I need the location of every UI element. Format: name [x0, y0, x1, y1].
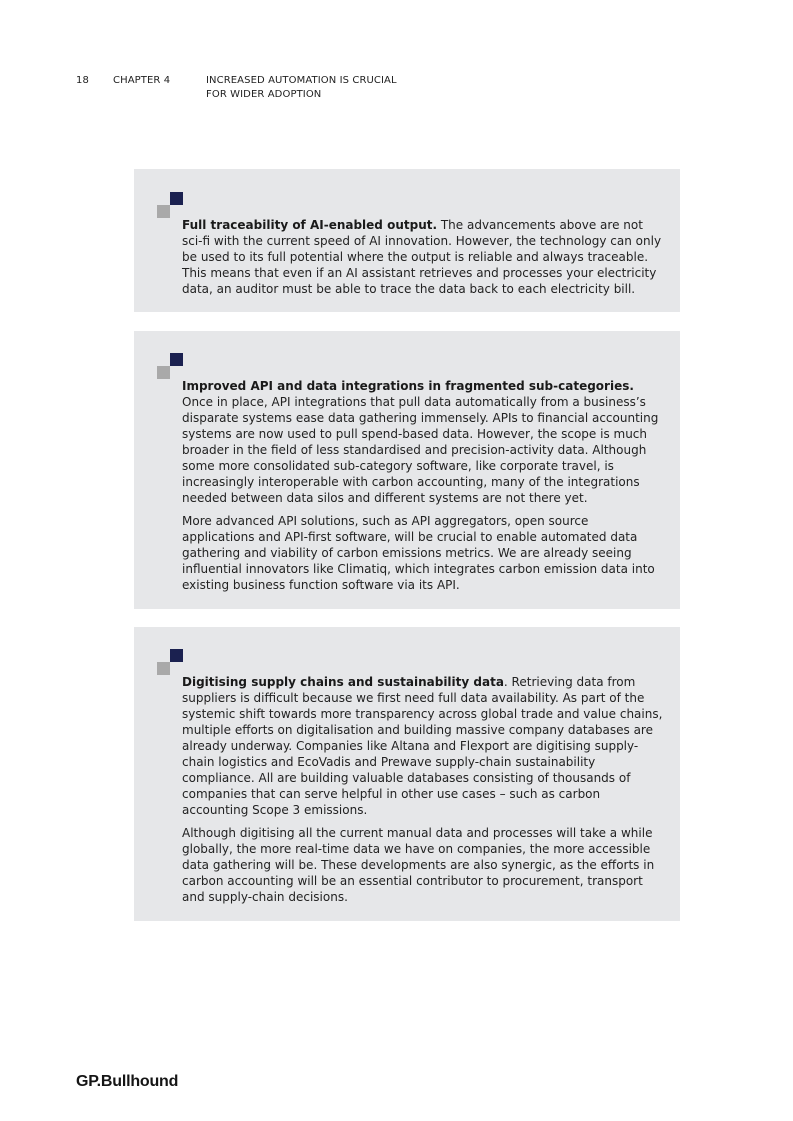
marker-dark-square: [170, 192, 183, 205]
chapter-title-line2: FOR WIDER ADOPTION: [206, 89, 322, 100]
gp-bullhound-logo: GP.Bullhound: [76, 1073, 179, 1090]
box-paragraph: [182, 674, 664, 818]
marker-grey-square: [157, 366, 170, 379]
square-marker-icon: [157, 353, 183, 379]
info-box-api-integrations: [134, 331, 680, 609]
marker-dark-square: [170, 649, 183, 662]
box-heading: Improved API and data integrations in fragmented sub-categories.: [182, 379, 634, 393]
box-paragraph: [182, 217, 664, 297]
box-paragraph-2: More advanced API solutions, such as API aggregators, open source applications and API-first software, will be crucial to enable automated data gathering and viability of carbon emissions metrics. We are already seeing influential innovators like Climatiq, which integrates carbon emission data into existing business function software via its API.: [182, 514, 655, 592]
page-number: 18: [76, 75, 89, 86]
box-text: The advancements above are not sci-fi with the current speed of AI innovation. However, the technology can only be used to its full potential where the output is reliable and always traceable. This means that even if an AI assistant retrieves and processes your electricity data, an auditor must be able to trace the data back to each electricity bill.: [182, 218, 662, 296]
box-heading: Digitising supply chains and sustainability data: [182, 675, 504, 689]
box-heading: Full traceability of AI-enabled output.: [182, 218, 438, 232]
info-box-supply-chains: [134, 627, 680, 921]
box-paragraph: [182, 378, 664, 506]
box-text: . Retrieving data from suppliers is difficult because we first need full data availability. As part of the systemic shift towards more transparency across global trade and value chains, multiple efforts on digitalisation and building massive company databases are already underway. Companies like Altana and Flexport are digitising supply-chain logistics and EcoVadis and Prewave supply-chain sustainability compliance. All are building valuable databases consisting of thousands of companies that can serve helpful in other use cases – such as carbon accounting Scope 3 emissions.: [182, 675, 663, 817]
box-content: [182, 674, 664, 905]
marker-grey-square: [157, 662, 170, 675]
chapter-title: [206, 74, 397, 102]
marker-dark-square: [170, 353, 183, 366]
chapter-label: CHAPTER 4: [113, 75, 171, 86]
info-box-traceability: [134, 169, 680, 312]
box-paragraph-2: Although digitising all the current manual data and processes will take a while globally, the more real-time data we have on companies, the more accessible data gathering will be. These developments are also synergic, as the efforts in carbon accounting will be an essential contributor to procurement, transport and supply-chain decisions.: [182, 826, 655, 904]
chapter-title-line1: INCREASED AUTOMATION IS CRUCIAL: [206, 75, 397, 86]
square-marker-icon: [157, 192, 183, 218]
box-content: [182, 217, 664, 297]
square-marker-icon: [157, 649, 183, 675]
marker-grey-square: [157, 205, 170, 218]
box-text: Once in place, API integrations that pull data automatically from a business’s disparate systems ease data gathering immensely. APIs to financial accounting systems are now used to pull spend-based data. However, the scope is much broader in the field of less standardised and precision-activity data. Although some more consolidated sub-category software, like corporate travel, is increasingly interoperable with carbon accounting, many of the integrations needed between data silos and different systems are not there yet.: [182, 395, 659, 505]
box-content: [182, 378, 664, 593]
